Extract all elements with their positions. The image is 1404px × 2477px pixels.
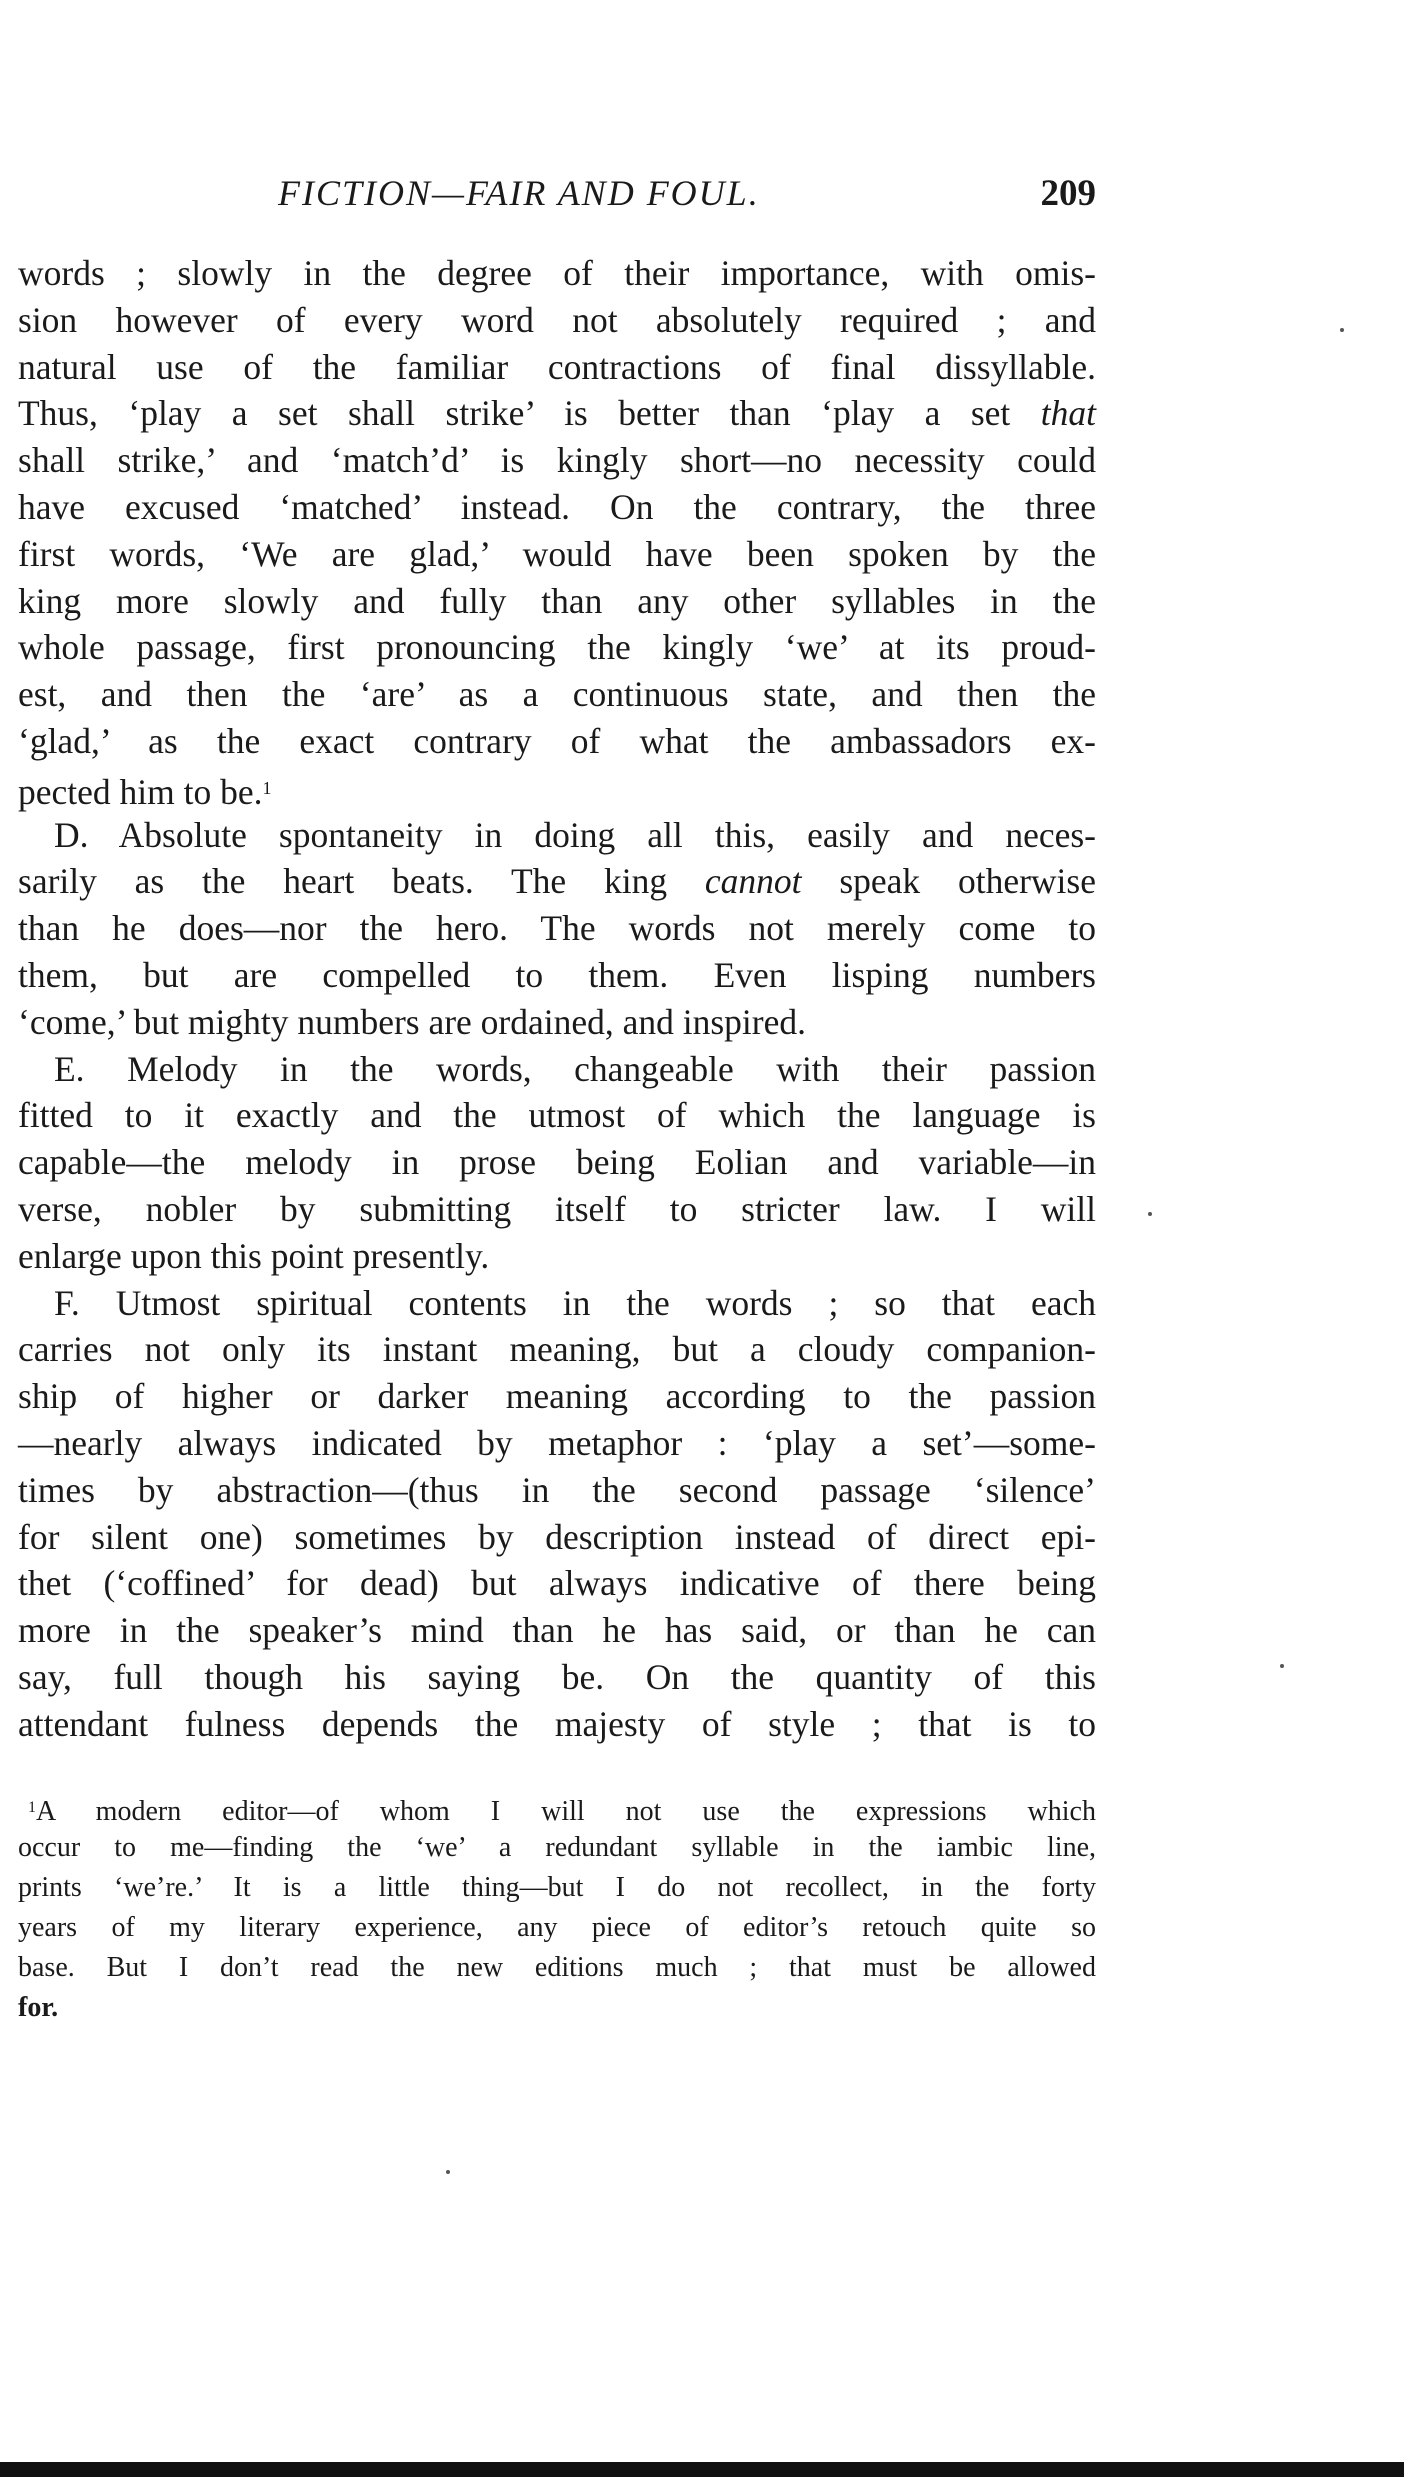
body-line: have excused ‘matched’ instead. On the contrary, the three	[18, 486, 1096, 527]
page-speck	[1280, 1664, 1284, 1668]
body-line: whole passage, first pronouncing the kingly ‘we’ at its proud-	[18, 627, 1096, 668]
footnote	[18, 1788, 1096, 2028]
body-line: sarily as the heart beats. The king cannot speak otherwise	[18, 861, 1096, 902]
italic-word: cannot	[704, 861, 802, 902]
body-line: fitted to it exactly and the utmost of which the language is	[18, 1095, 1096, 1136]
footnote-line: occur to me—finding the ‘we’ a redundant syllable in the iambic line,	[18, 1832, 1096, 1863]
body-line: —nearly always indicated by metaphor : ‘play a set’—some-	[18, 1422, 1096, 1463]
italic-word: that	[1040, 393, 1096, 434]
body-line: thet (‘coffined’ for dead) but always indicative of there being	[18, 1563, 1096, 1604]
body-line: E. Melody in the words, changeable with their passion	[54, 1048, 1096, 1089]
running-head	[18, 172, 1096, 222]
body-line: natural use of the familiar contractions of final dissyllable.	[18, 346, 1096, 387]
footnote-line: for.	[18, 1992, 59, 2023]
body-line	[18, 765, 1096, 812]
body-line: attendant fulness depends the majesty of style ; that is to	[18, 1703, 1096, 1744]
body-line: D. Absolute spontaneity in doing all this, easily and neces-	[54, 814, 1096, 855]
body-line: king more slowly and fully than any other syllables in the	[18, 580, 1096, 621]
body-line: ship of higher or darker meaning according to the passion	[18, 1376, 1096, 1417]
body-line: say, full though his saying be. On the quantity of this	[18, 1656, 1096, 1697]
body-line: times by abstraction—(thus in the second passage ‘silence’	[18, 1469, 1096, 1510]
body-line: Thus, ‘play a set shall strike’ is better than ‘play a set that	[18, 393, 1096, 434]
body-line: shall strike,’ and ‘match’d’ is kingly short—no necessity could	[18, 440, 1096, 481]
footnote-marker: 1	[28, 1799, 36, 1816]
footnote-line: years of my literary experience, any piece of editor’s retouch quite so	[18, 1912, 1096, 1943]
running-title: FICTION—FAIR AND FOUL.	[278, 173, 760, 213]
body-line: carries not only its instant meaning, but a cloudy companion-	[18, 1329, 1096, 1370]
body-line: capable—the melody in prose being Eolian and variable—in	[18, 1142, 1096, 1183]
page-speck	[446, 2170, 450, 2174]
body-line: est, and then the ‘are’ as a continuous state, and then the	[18, 674, 1096, 715]
body-line: verse, nobler by submitting itself to stricter law. I will	[18, 1188, 1096, 1229]
body-line: than he does—nor the hero. The words not merely come to	[18, 908, 1096, 949]
footnote-reference: 1	[262, 777, 272, 798]
page-speck	[1148, 1212, 1152, 1216]
body-line: F. Utmost spiritual contents in the words ; so that each	[54, 1282, 1096, 1323]
footnote-line-text: A modern editor—of whom I will not use the expressions which	[36, 1796, 1096, 1827]
body-line: for silent one) sometimes by description instead of direct epi-	[18, 1516, 1096, 1557]
page-edge-shadow	[0, 2462, 1404, 2477]
footnote-line: base. But I don’t read the new editions much ; that must be allowed	[18, 1952, 1096, 1983]
body-line: enlarge upon this point presently.	[18, 1235, 490, 1276]
body-line-text: pected him to be.	[18, 771, 263, 812]
body-line: ‘come,’ but mighty numbers are ordained, and inspired.	[18, 1001, 807, 1042]
footnote-line	[18, 1788, 1096, 1828]
footnote-line: prints ‘we’re.’ It is a little thing—but I do not recollect, in the forty	[18, 1872, 1096, 1903]
body-line: ‘glad,’ as the exact contrary of what the ambassadors ex-	[18, 720, 1096, 761]
page-speck	[1340, 328, 1344, 332]
body-line: first words, ‘We are glad,’ would have been spoken by the	[18, 533, 1096, 574]
body-line: words ; slowly in the degree of their importance, with omis-	[18, 253, 1096, 293]
body-text	[18, 250, 1096, 1748]
body-line: them, but are compelled to them. Even lisping numbers	[18, 954, 1096, 995]
body-line: sion however of every word not absolutely required ; and	[18, 299, 1096, 340]
body-line: more in the speaker’s mind than he has said, or than he can	[18, 1610, 1096, 1651]
page-number: 209	[1040, 173, 1096, 214]
